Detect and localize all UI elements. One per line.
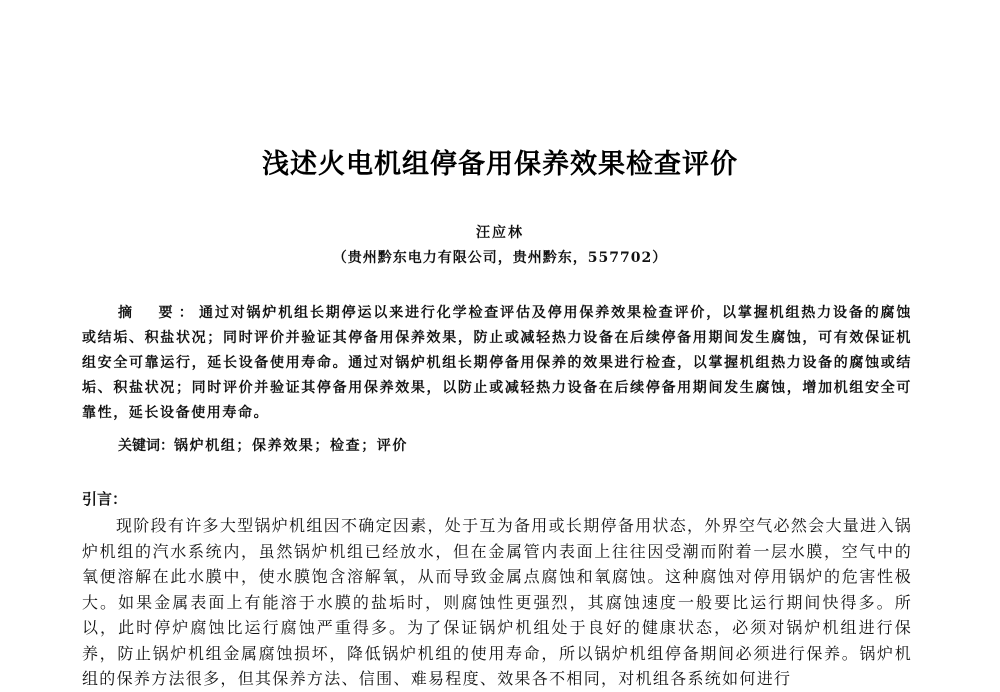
keywords-text: 锅炉机组；保养效果；检查；评价 — [174, 438, 408, 454]
intro-heading: 引言： — [82, 490, 128, 508]
keywords-block — [82, 434, 912, 459]
author-affiliation: （贵州黔东电力有限公司，贵州黔东，557702） — [332, 250, 668, 266]
keywords-label: 关键词： — [118, 438, 174, 454]
abstract-label: 摘 要： — [118, 305, 199, 321]
intro-paragraph: 现阶段有许多大型锅炉机组因不确定因素，处于互为备用或长期停备用状态，外界空气必然会大量进入锅炉机组的汽水系统内，虽然锅炉机组已经放水，但在金属管内表面上往往因受潮而附着一层水膜，空气中的氧便溶解在此水膜中，使水膜饱含溶解氧，从而导致金属点腐蚀和氧腐蚀。这种腐蚀对停用锅炉的危害性极大。如果金属表面上有能溶于水膜的盐垢时，则腐蚀性更强烈，其腐蚀速度一般要比运行期间快得多。所以，此时停炉腐蚀比运行腐蚀严重得多。为了保证锅炉机组处于良好的健康状态，必须对锅炉机组进行保养，防止锅炉机组金属腐蚀损坏，降低锅炉机组的使用寿命，所以锅炉机组停备期间必须进行保养。锅炉机组的保养方法很多，但其保养方法、信围、难易程度、效果各不相同，对机组各系统如何进行 — [82, 516, 912, 688]
paper-title: 浅述火电机组停备用保养效果检查评价 — [262, 149, 738, 180]
abstract-block — [82, 301, 912, 426]
author-name: 汪应林 — [476, 225, 524, 241]
abstract-text: 通过对锅炉机组长期停运以来进行化学检查评估及停用保养效果检查评价，以掌握机组热力设备的腐蚀或结垢、积盐状况；同时评价并验证其停备用保养效果，防止或减轻热力设备在后续停备用期间发生腐蚀，可有效保证机组安全可靠运行，延长设备使用寿命。通过对锅炉机组长期停备用保养的效果进行检查，以掌握机组热力设备的腐蚀或结垢、积盐状况；同时评价并验证其停备用保养效果，以防止或减轻热力设备在后续停备用期间发生腐蚀，增加机组安全可靠性，延长设备使用寿命。 — [82, 305, 912, 421]
